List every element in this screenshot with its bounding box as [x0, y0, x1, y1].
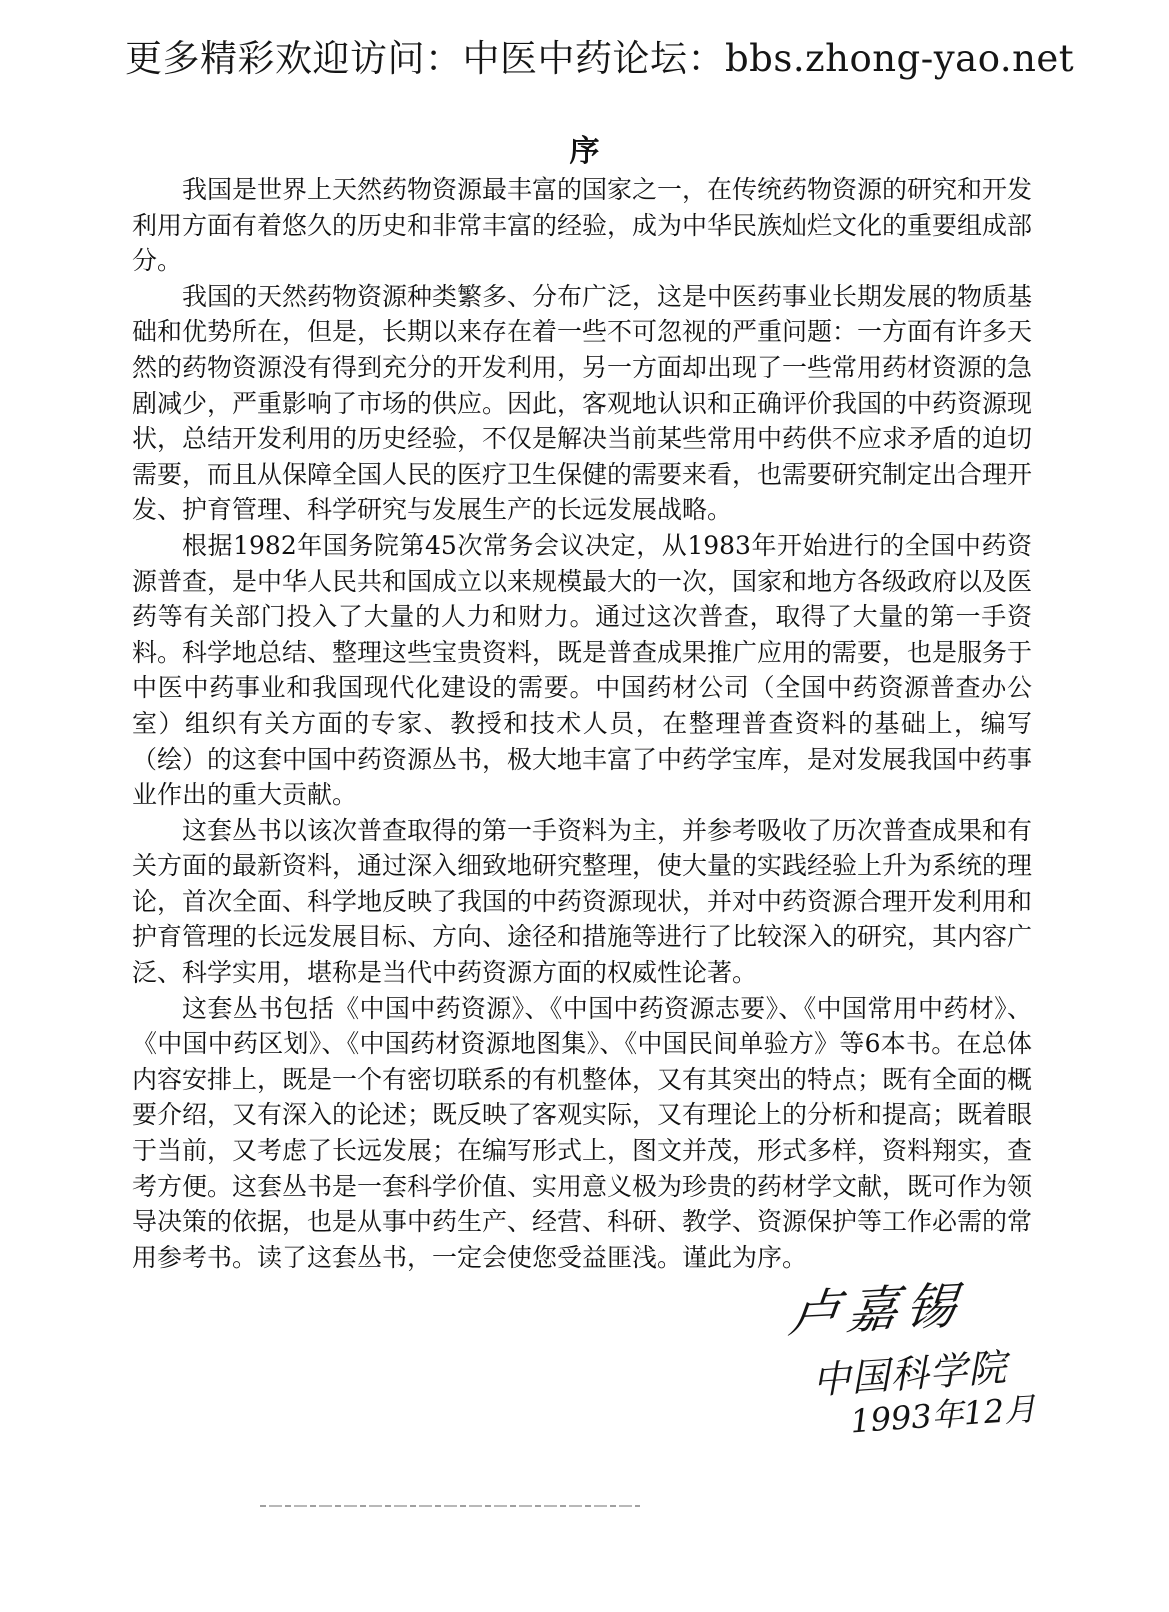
preface-body [132, 172, 1032, 1275]
signature-organization: 中国科学院 [810, 1345, 1009, 1403]
paragraph-3: 根据1982年国务院第45次常务会议决定，从1983年开始进行的全国中药资源普查，是中华人民共和国成立以来规模最大的一次，国家和地方各级政府以及医药等有关部门投入了大量的人力和财力。通过这次普查，取得了大量的第一手资料。科学地总结、整理这些宝贵资料，既是普查成果推广应用的需要，也是服务于中医中药事业和我国现代化建设的需要。中国药材公司（全国中药资源普查办公室）组织有关方面的专家、教授和技术人员，在整理普查资料的基础上，编写（绘）的这套中国中药资源丛书，极大地丰富了中药学宝库，是对发展我国中药事业作出的重大贡献。 [132, 530, 1033, 810]
paragraph-4: 这套丛书以该次普查取得的第一手资料为主，并参考吸收了历次普查成果和有关方面的最新资料，通过深入细致地研究整理，使大量的实践经验上升为系统的理论，首次全面、科学地反映了我国的中药资源现状，并对中药资源合理开发利用和护育管理的长远发展目标、方向、途径和措施等进行了比较深入的研究，其内容广泛、科学实用，堪称是当代中药资源方面的权威性论著。 [132, 815, 1033, 988]
paragraph-1: 我国是世界上天然药物资源最丰富的国家之一，在传统药物资源的研究和开发利用方面有着悠久的历史和非常丰富的经验，成为中华民族灿烂文化的重要组成部分。 [132, 175, 1033, 276]
paragraph-2: 我国的天然药物资源种类繁多、分布广泛，这是中医药事业长期发展的物质基础和优势所在，但是，长期以来存在着一些不可忽视的严重问题：一方面有许多天然的药物资源没有得到充分的开发利用，另一方面却出现了一些常用药材资源的急剧减少，严重影响了市场的供应。因此，客观地认识和正确评价我国的中药资源现状，总结开发利用的历史经验，不仅是解决当前某些常用中药供不应求矛盾的迫切需要，而且从保障全国人民的医疗卫生保健的需要来看，也需要研究制定出合理开发、护育管理、科学研究与发展生产的长远发展战略。 [132, 281, 1033, 525]
signature-date: 1993年12月 [849, 1389, 1038, 1441]
signature-name: 卢嘉锡 [786, 1276, 967, 1344]
page-title: 序 [569, 134, 600, 169]
site-banner: 更多精彩欢迎访问：中医中药论坛：bbs.zhong-yao.net [125, 37, 1075, 80]
scan-artifact-line [260, 1505, 640, 1507]
paragraph-5: 这套丛书包括《中国中药资源》、《中国中药资源志要》、《中国常用中药材》、《中国中药区划》、《中国药材资源地图集》、《中国民间单验方》等6本书。在总体内容安排上，既是一个有密切联系的有机整体，又有其突出的特点；既有全面的概要介绍，又有深入的论述；既反映了客观实际，又有理论上的分析和提高；既着眼于当前，又考虑了长远发展；在编写形式上，图文并茂，形式多样，资料翔实，查考方便。这套丛书是一套科学价值、实用意义极为珍贵的药材学文献，既可作为领导决策的依据，也是从事中药生产、经营、科研、教学、资源保护等工作必需的常用参考书。读了这套丛书，一定会使您受益匪浅。谨此为序。 [132, 993, 1033, 1272]
